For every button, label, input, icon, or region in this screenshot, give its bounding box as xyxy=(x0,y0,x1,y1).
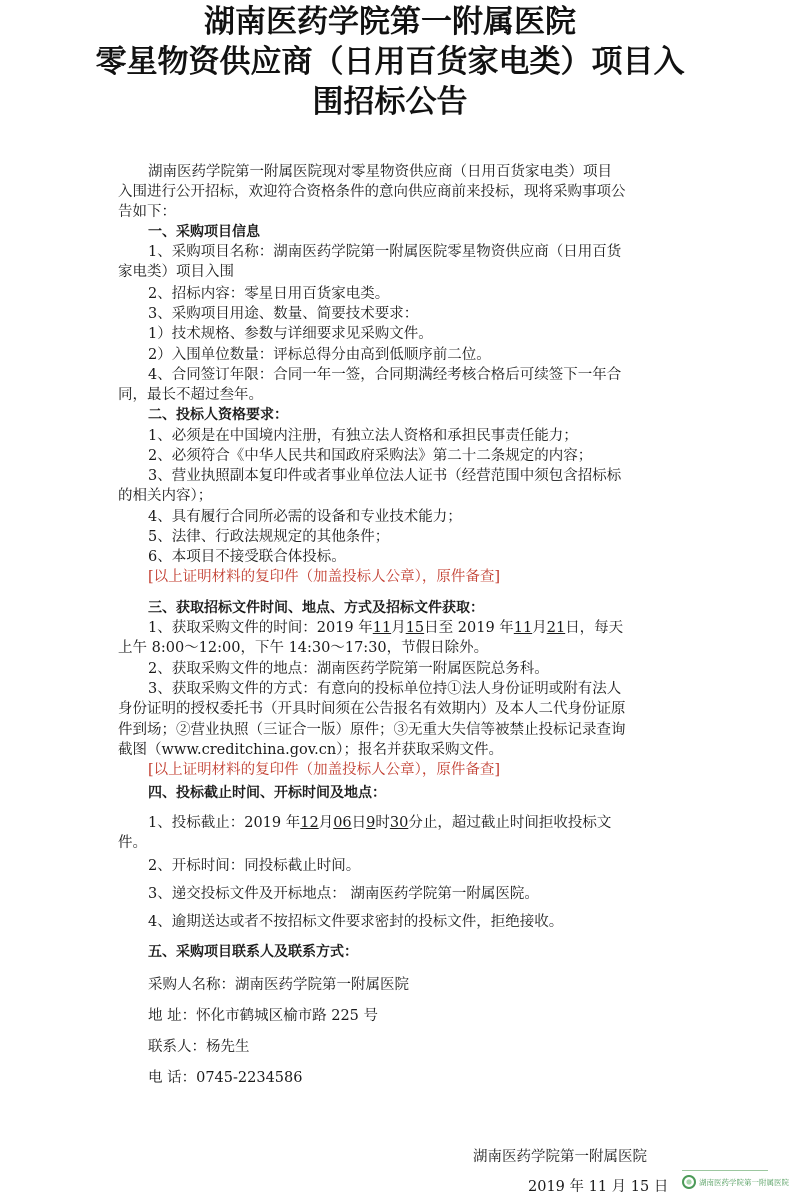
s3-item1-day-start: 15 xyxy=(405,620,425,636)
s3-item1-day-end: 21 xyxy=(546,620,566,636)
s3-note: [以上证明材料的复印件（加盖投标人公章），原件备查] xyxy=(148,762,501,778)
s4-item1-mid3: 时 xyxy=(375,815,390,831)
s1-item4-line1: 4、合同签订年限：合同一年一签，合同期满经考核合格后可续签下一年合 xyxy=(148,367,622,383)
s3-item3-line4: 截图（www.creditchina.gov.cn）；报名并获取采购文件。 xyxy=(118,742,503,758)
s3-item1-prefix: 1、获取采购文件的时间：2019 年 xyxy=(148,620,373,636)
s1-item2: 2、招标内容：零星日用百货家电类。 xyxy=(148,286,390,302)
s5-contact: 联系人：杨先生 xyxy=(148,1039,250,1055)
s4-item1-line1 xyxy=(148,813,611,833)
s3-item1-mid1: 月 xyxy=(391,620,406,636)
s3-item1-line2: 上午 8:00～12:00，下午 14:30～17:30，节假日除外。 xyxy=(118,640,489,656)
s3-item1-line1 xyxy=(148,618,623,638)
s2-item2: 2、必须符合《中华人民共和国政府采购法》第二十二条规定的内容； xyxy=(148,448,593,464)
s1-item3-1: 1）技术规格、参数与详细要求见采购文件。 xyxy=(148,326,433,342)
intro-line1: 湖南医药学院第一附属医院现对零星物资供应商（日用百货家电类）项目 xyxy=(148,164,612,180)
s1-item3: 3、采购项目用途、数量、简要技术要求： xyxy=(148,306,419,322)
section2-heading: 二、投标人资格要求： xyxy=(148,407,288,423)
s1-item1-line2: 家电类）项目入围 xyxy=(118,264,234,280)
s4-item1-minute: 30 xyxy=(389,815,409,831)
s4-item1-day: 06 xyxy=(333,815,352,831)
doc-title-line3: 围招标公告 xyxy=(312,84,468,120)
s4-item3: 3、递交投标文件及开标地点： 湖南医药学院第一附属医院。 xyxy=(148,886,539,902)
intro-line3: 告如下： xyxy=(118,204,176,220)
s3-item1-mid2: 日至 2019 年 xyxy=(424,620,514,636)
s5-purchaser: 采购人名称：湖南医药学院第一附属医院 xyxy=(148,977,409,993)
s4-item1-prefix: 1、投标截止：2019 年 xyxy=(148,815,301,831)
s5-phone: 电 话：0745-2234586 xyxy=(148,1070,303,1086)
hospital-logo-icon xyxy=(682,1175,696,1189)
s4-item4: 4、逾期送达或者不按招标文件要求密封的投标文件，拒绝接收。 xyxy=(148,914,564,930)
s2-item3-line1: 3、营业执照副本复印件或者事业单位法人证书（经营范围中须包含招标标 xyxy=(148,468,622,484)
s4-item1-mid2: 日 xyxy=(351,815,367,831)
s1-item1-line1: 1、采购项目名称：湖南医药学院第一附属医院零星物资供应商（日用百货 xyxy=(148,244,622,260)
section5-heading: 五、采购项目联系人及联系方式： xyxy=(148,944,358,960)
s4-item1-suffix: 分止，超过截止时间拒收投标文 xyxy=(408,815,612,831)
s3-item3-line1: 3、获取采购文件的方式：有意向的投标单位持①法人身份证明或附有法人 xyxy=(148,681,622,697)
s4-item2: 2、开标时间：同投标截止时间。 xyxy=(148,858,361,874)
s1-item3-2: 2）入围单位数量：评标总得分由高到低顺序前二位。 xyxy=(148,347,491,363)
s4-item1-month: 12 xyxy=(300,815,319,831)
s3-item1-suffix: 日，每天 xyxy=(565,620,624,636)
hospital-watermark xyxy=(682,1170,789,1193)
section3-heading: 三、获取招标文件时间、地点、方式及招标文件获取： xyxy=(148,600,484,616)
watermark-text: 湖南医药学院第一附属医院 xyxy=(699,1177,789,1187)
s2-note: [以上证明材料的复印件（加盖投标人公章），原件备查] xyxy=(148,569,501,585)
signature-org: 湖南医药学院第一附属医院 xyxy=(473,1149,647,1165)
s2-item3-line2: 的相关内容）； xyxy=(118,488,213,504)
s2-item5: 5、法律、行政法规规定的其他条件； xyxy=(148,529,390,545)
s3-item3-line3: 件到场；②营业执照（三证合一版）原件；③无重大失信等被禁止投标记录查询 xyxy=(118,722,626,738)
s3-item1-month-end: 11 xyxy=(513,620,533,636)
section1-heading: 一、采购项目信息 xyxy=(148,224,260,240)
s4-item1-hour: 9 xyxy=(366,815,376,831)
intro-line2: 入围进行公开招标，欢迎符合资格条件的意向供应商前来投标，现将采购事项公 xyxy=(118,184,626,200)
doc-title-line2: 零星物资供应商（日用百货家电类）项目入 xyxy=(95,44,685,80)
s5-address: 地 址：怀化市鹤城区榆市路 225 号 xyxy=(148,1008,379,1024)
section4-heading: 四、投标截止时间、开标时间及地点： xyxy=(148,785,386,801)
s1-item4-line2: 同，最长不超过叁年。 xyxy=(118,387,263,403)
signature-date: 2019 年 11 月 15 日 xyxy=(528,1179,669,1195)
s3-item3-line2: 身份证明的授权委托书（开具时间须在公告报名有效期内）及本人二代身份证原 xyxy=(118,701,626,717)
s4-item1-line2: 件。 xyxy=(118,835,147,851)
s4-item1-mid1: 月 xyxy=(318,815,334,831)
s2-item4: 4、具有履行合同所必需的设备和专业技术能力； xyxy=(148,509,462,525)
s3-item1-mid3: 月 xyxy=(532,620,547,636)
s2-item6: 6、本项目不接受联合体投标。 xyxy=(148,549,346,565)
s2-item1: 1、必须是在中国境内注册，有独立法人资格和承担民事责任能力； xyxy=(148,428,578,444)
s3-item2: 2、获取采购文件的地点：湖南医药学院第一附属医院总务科。 xyxy=(148,661,549,677)
s3-item1-month-start: 11 xyxy=(372,620,392,636)
doc-title-line1: 湖南医药学院第一附属医院 xyxy=(204,4,576,40)
